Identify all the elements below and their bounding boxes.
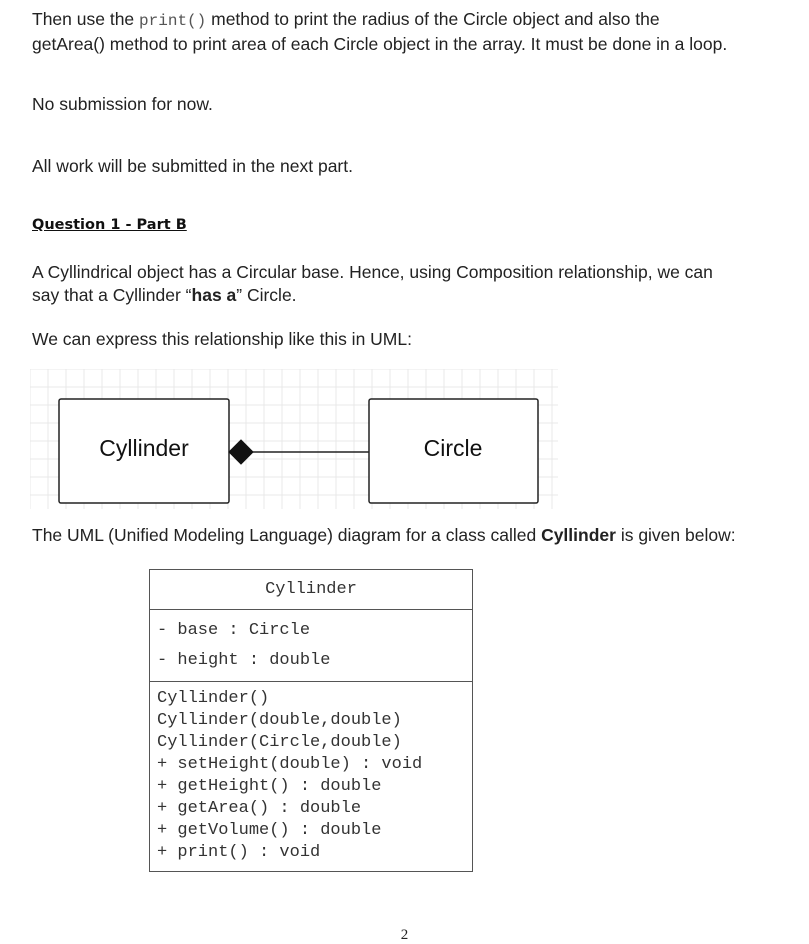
uml-attributes (150, 610, 472, 682)
composition-diagram (30, 369, 558, 509)
print-code: print() (139, 12, 207, 30)
uml-class-name: Cyllinder (150, 570, 472, 610)
uml-attribute: - height : double (157, 651, 331, 670)
intro-line1-text: Then use the (32, 9, 140, 29)
uml-method: Cyllinder(Circle,double) (157, 733, 402, 752)
intro-line2-text: getArea() method to print area of each Circle object in the array. It must be done in a loop. (32, 34, 728, 54)
uml-attribute: - base : Circle (157, 621, 311, 640)
composition-line2-end: ” Circle. (236, 285, 297, 305)
cyllinder-box-label: Cyllinder (99, 435, 189, 461)
page-number: 2 (400, 927, 409, 943)
has-a-bold: has a (191, 285, 237, 305)
uml-method: + print() : void (157, 843, 321, 862)
uml-method: Cyllinder() (157, 689, 270, 708)
uml-intro-text: The UML (Unified Modeling Language) diagram for a class called (32, 525, 542, 545)
uml-intro-end: is given below: (615, 525, 736, 545)
composition-diamond (229, 440, 253, 464)
no-submission-text: No submission for now. (32, 94, 213, 114)
uml-intro-class-bold: Cyllinder (541, 525, 616, 545)
composition-paragraph (32, 261, 713, 307)
composition-line1: A Cyllindrical object has a Circular base. Hence, using Composition relationship, we can (32, 262, 713, 282)
uml-class-diagram (149, 569, 473, 872)
express-text: We can express this relationship like this in UML: (32, 329, 412, 349)
uml-method: + setHeight(double) : void (157, 755, 423, 774)
intro-paragraph (32, 8, 727, 56)
uml-method: + getVolume() : double (157, 821, 382, 840)
composition-line2-start: say that a Cyllinder “ (32, 285, 192, 305)
uml-method: + getHeight() : double (157, 777, 382, 796)
all-work-text: All work will be submitted in the next part. (32, 156, 353, 176)
intro-line1-rest: method to print the radius of the Circle object and also the (206, 9, 660, 29)
uml-method: + getArea() : double (157, 799, 362, 818)
question-heading: Question 1 - Part B (32, 217, 187, 233)
uml-method: Cyllinder(double,double) (157, 711, 402, 730)
uml-methods (150, 682, 472, 871)
uml-intro-paragraph (32, 524, 736, 547)
circle-box-label: Circle (423, 435, 483, 461)
